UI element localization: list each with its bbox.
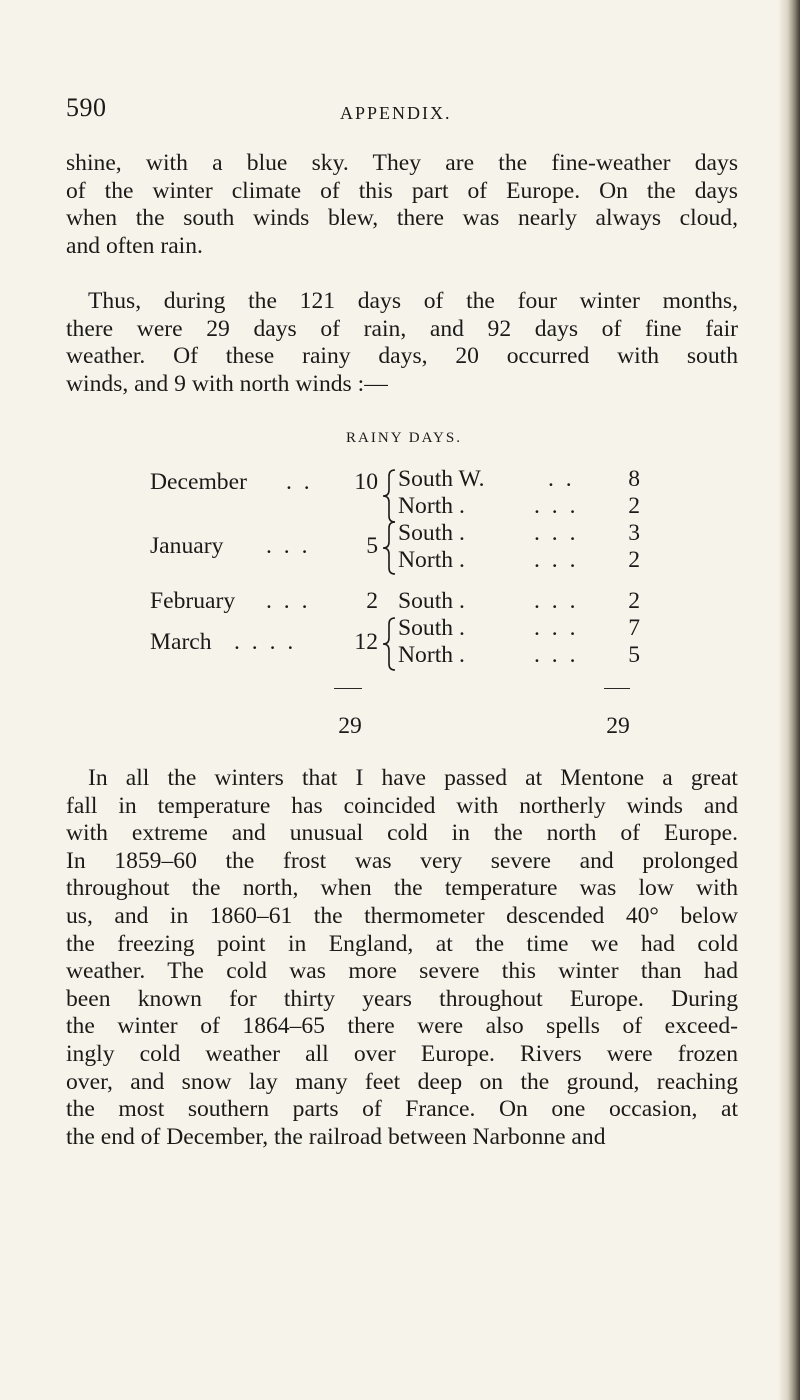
brace-march (382, 616, 396, 672)
leader-dots: . . . . (234, 629, 297, 655)
leader-dots: . . (286, 469, 313, 495)
text-line: weather. Of these rainy days, 20 occurred with south (66, 343, 738, 370)
leader-dots: . . . (534, 493, 579, 519)
text-line: winds, and 9 with north winds :— (66, 370, 388, 397)
leader-dots: . . . (534, 615, 579, 641)
sum-total: 29 (338, 713, 362, 739)
month-march: March (150, 629, 212, 655)
wind-direction: North . (398, 493, 465, 519)
text-line: us, and in 1860–61 the thermometer descended 40° below (66, 902, 738, 929)
text-line: the freezing point in England, at the time we had cold (66, 930, 738, 957)
leader-dots: . . . (266, 533, 311, 559)
text-line: there were 29 days of rain, and 92 days of fine fair (66, 315, 738, 342)
text-line: with extreme and unusual cold in the north of Europe. (66, 820, 738, 847)
wind-direction: North . (398, 547, 465, 573)
wind-days: 2 (628, 547, 640, 573)
wind-days: 3 (628, 520, 640, 546)
leader-dots: . . . (534, 588, 579, 614)
running-head: APPENDIX. (340, 103, 452, 123)
wind-direction: North . (398, 642, 465, 668)
sum-rule (334, 688, 362, 689)
text-line: over, and snow lay many feet deep on the ground, reaching (66, 1068, 738, 1095)
text-line: In all the winters that I have passed at Mentone a great (88, 765, 738, 791)
text-line: the winter of 1864–65 there were also spells of exceed- (66, 1013, 738, 1040)
sum-rule (604, 688, 630, 689)
wind-days: 2 (628, 493, 640, 519)
month-january: January (150, 533, 224, 559)
month-total: 2 (366, 588, 378, 614)
text-line: of the winter climate of this part of Europe. On the days (66, 177, 738, 204)
table-caption: RAINY DAYS. (346, 430, 462, 446)
text-line: In 1859–60 the frost was very severe and prolonged (66, 847, 738, 874)
month-december: December (150, 469, 247, 495)
leader-dots: . . (548, 466, 575, 492)
wind-direction: South W. (398, 466, 485, 492)
text-line: throughout the north, when the temperature was low with (66, 875, 738, 902)
text-line: weather. The cold was more severe this winter than had (66, 958, 738, 985)
month-total: 5 (366, 533, 378, 559)
month-total: 12 (354, 629, 378, 655)
text-line: and often rain. (66, 232, 203, 259)
leader-dots: . . . (534, 547, 579, 573)
leader-dots: . . . (266, 588, 311, 614)
wind-days: 8 (628, 466, 640, 492)
brace-january (382, 520, 396, 576)
text-line: shine, with a blue sky. They are the fine-weather days (66, 150, 738, 176)
wind-direction: South . (398, 588, 465, 614)
wind-direction: South . (398, 615, 465, 641)
wind-days: 7 (628, 615, 640, 641)
wind-days: 2 (628, 588, 640, 614)
wind-direction: South . (398, 520, 465, 546)
wind-days: 5 (628, 642, 640, 668)
leader-dots: . . . (534, 642, 579, 668)
leader-dots: . . . (534, 520, 579, 546)
page-number: 590 (66, 93, 107, 122)
month-february: February (150, 588, 236, 614)
paragraph-cold-winters (66, 765, 738, 1151)
text-line: Thus, during the 121 days of the four winter months, (88, 288, 738, 314)
text-line: ingly cold weather all over Europe. Rivers were frozen (66, 1040, 738, 1067)
month-total: 10 (354, 469, 378, 495)
text-line: when the south winds blew, there was nearly always cloud, (66, 205, 738, 232)
text-line: fall in temperature has coincided with northerly winds and (66, 792, 738, 819)
text-line: the end of December, the railroad between Narbonne and (66, 1123, 606, 1150)
text-line: been known for thirty years throughout Europe. During (66, 985, 738, 1012)
text-line: the most southern parts of France. On one occasion, at (66, 1096, 738, 1123)
brace-december (382, 468, 396, 524)
sum-days: 29 (606, 713, 630, 739)
